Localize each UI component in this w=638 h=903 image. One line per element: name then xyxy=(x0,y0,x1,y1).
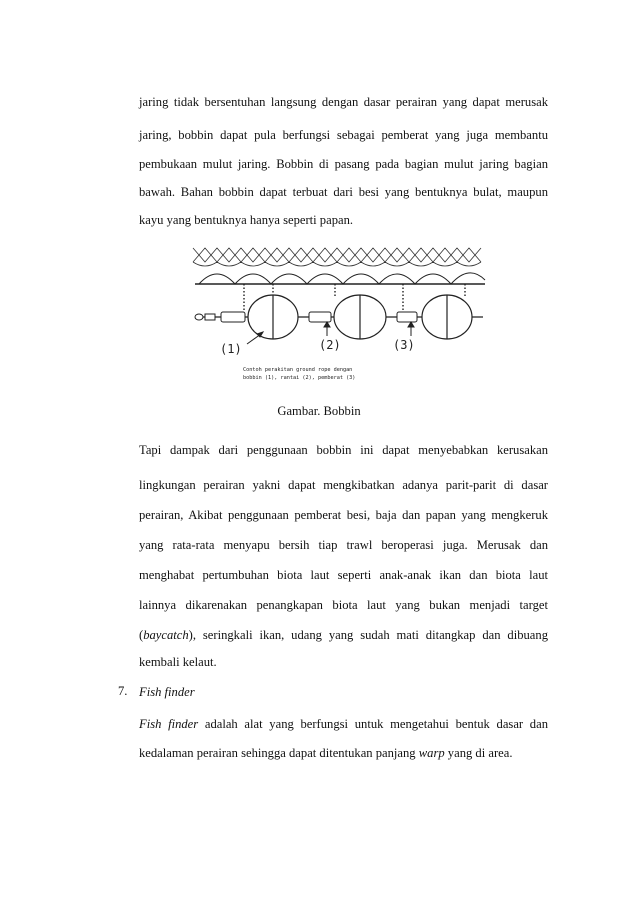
baycatch-rest: ), seringkali ikan, udang yang sudah mati ditangkap dan dibuang xyxy=(188,628,548,642)
paragraph-1-line-1: jaring tidak bersentuhan langsung dengan dasar perairan yang dapat merusak xyxy=(139,95,548,109)
paragraph-1-line-4: bawah. Bahan bobbin dapat terbuat dari besi yang bentuknya bulat, maupun xyxy=(139,185,548,199)
figure-label-2: (2) xyxy=(319,338,341,352)
paragraph-2-line-5: menghabat pertumbuhan biota laut seperti anak-anak ikan dan biota laut xyxy=(139,568,548,582)
figure-note-line-1: Contoh perakitan ground rope dengan xyxy=(243,367,353,373)
ground-rope-arcs xyxy=(199,273,485,284)
paragraph-2-line-7 xyxy=(139,627,548,643)
bobbin-illustration xyxy=(185,240,487,388)
paragraph-2-line-4: yang rata-rata menyapu bersih tiap trawl beroperasi juga. Merusak dan xyxy=(139,538,548,552)
paragraph-3-line-2-post: yang di area. xyxy=(444,746,513,760)
fish-finder-term: Fish finder xyxy=(139,717,199,731)
paragraph-1-line-3: pembukaan mulut jaring. Bobbin di pasang pada bagian mulut jaring bagian xyxy=(139,157,548,171)
paragraph-2-line-2: lingkungan perairan yakni dapat mengkibatkan adanya parit-parit di dasar xyxy=(139,478,548,492)
paragraph-2-line-1: Tapi dampak dari penggunaan bobbin ini dapat menyebabkan kerusakan xyxy=(139,443,548,457)
warp-term: warp xyxy=(418,746,445,760)
baycatch-term: baycatch xyxy=(143,628,189,642)
baycatch-open: ( xyxy=(139,628,144,642)
figure-label-3: (3) xyxy=(393,338,415,352)
paragraph-2-line-3: perairan, Akibat penggunaan pemberat besi, baja dan papan yang mengkeruk xyxy=(139,508,548,522)
paragraph-1-line-2: jaring, bobbin dapat pula berfungsi sebagai pemberat yang juga membantu xyxy=(139,128,548,142)
bobbins xyxy=(248,295,472,339)
paragraph-2-line-8: kembali kelaut. xyxy=(139,655,217,669)
figure-caption: Gambar. Bobbin xyxy=(277,404,361,418)
paragraph-3-line-1 xyxy=(139,716,548,732)
section-title xyxy=(139,684,548,700)
bobbin-figure xyxy=(185,240,487,388)
paragraph-3-line-1-rest: adalah alat yang berfungsi untuk mengetahui bentuk dasar dan xyxy=(198,717,548,731)
paragraph-3-line-2-pre: kedalaman perairan sehingga dapat ditentukan panjang xyxy=(139,746,419,760)
figure-label-1: (1) xyxy=(220,342,242,356)
section-title-text: Fish finder xyxy=(139,685,195,699)
figure-note-line-2: bobbin (1), rantai (2), pemberat (3) xyxy=(243,375,356,381)
paragraph-1-line-5: kayu yang bentuknya hanya seperti papan. xyxy=(139,213,354,227)
section-number: 7. xyxy=(118,684,128,698)
net-mesh xyxy=(193,248,481,266)
end-shackle xyxy=(195,314,215,320)
paragraph-2-line-6: lainnya dikarenakan penangkapan biota laut yang bukan menjadi target xyxy=(139,598,548,612)
paragraph-3-line-2 xyxy=(139,745,548,761)
